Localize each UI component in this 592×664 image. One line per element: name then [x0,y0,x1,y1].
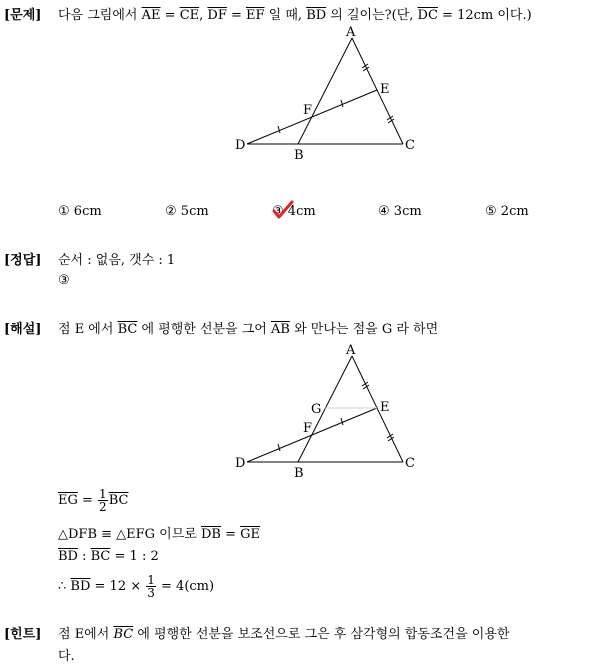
label-e: E [380,82,390,97]
segment-ef: $\overline{EF}$ [246,8,265,23]
fraction-one-half: $\frac{1}{2}$ [99,487,107,514]
hint-line-1: 점 E에서 $\overline{BC}$ 에 평행한 선분을 보조선으로 그은 후 삼각형의 합동조건을 이용한 [58,627,510,642]
choice-5[interactable]: ⑤ 2cm [485,204,529,219]
choice-3[interactable]: ③ 4cm [272,204,316,219]
segment-dc: $\overline{DC}$ [417,8,438,23]
equation-4: ∴ $\overline{BD} = 12$ × $\frac{1}{3}$ = 4(cm) [58,573,215,600]
segment-ce: $\overline{CE}$ [179,8,200,23]
label-e: E [380,400,390,415]
answer-line-1: 순서 : 없음, 갯수 : 1 [58,253,176,268]
explanation-triangle-figure [225,340,425,482]
explanation-line-1: 점 E 에서 $\overline{BC}$ 에 평행한 선분을 그어 $\overline{AB}$ 와 만나는 점을 G 라 하면 [58,322,439,337]
choice-2[interactable]: ② 5cm [165,204,209,219]
hint-line-2: 다. [58,649,75,664]
problem-triangle-figure [225,22,425,164]
label-c: C [405,138,415,153]
segment-bc-italic: $\overline{BC}$ [113,627,134,642]
segment-bc: $\overline{BC}$ [117,322,138,337]
label-c: C [405,456,415,471]
segment-bd: $\overline{BD}$ [306,8,327,23]
choice-4[interactable]: ④ 3cm [378,204,422,219]
problem-tag: [문제] [4,8,42,23]
answer-line-2: ③ [58,273,70,288]
segment-ab: $\overline{AB}$ [271,322,290,337]
segment-ae: $\overline{AE}$ [141,8,161,23]
label-d: D [235,456,246,471]
label-a: A [346,25,356,40]
equation-3: $\overline{BD}$ : $\overline{BC} = 1$ : 2 [58,549,159,564]
equation-2: △DFB ≡ △EFG 이므로 $\overline{DB} = \overline{GE}$ [58,527,261,542]
choice-1[interactable]: ① 6cm [58,204,102,219]
explanation-tag: [해설] [4,322,42,337]
label-f: F [303,421,313,436]
label-b: B [294,148,304,163]
segment-ab-line [298,38,352,144]
hint-tag: [힌트] [4,627,42,642]
label-b: B [294,466,304,481]
segment-ac-line [352,38,403,144]
label-f: F [303,103,313,118]
segment-df: $\overline{DF}$ [207,8,227,23]
fraction-one-third: $\frac{1}{3}$ [147,573,155,600]
problem-question: 다음 그림에서 $\overline{AE} = \overline{CE}$, $\overline{DF} = \overline{EF}$ 일 때, $\overline{BD}$ 의 길이는?(단, $\overline{DC} = 12cm$ 이다.) [58,8,532,23]
label-d: D [235,138,246,153]
label-g: G [311,402,322,417]
checkmark-icon [272,200,294,220]
equation-1: $\overline{EG}$ = $\frac{1}{2}$ $\overline{BC}$ [58,487,129,514]
label-a: A [346,343,356,358]
answer-tag: [정답] [4,253,42,268]
